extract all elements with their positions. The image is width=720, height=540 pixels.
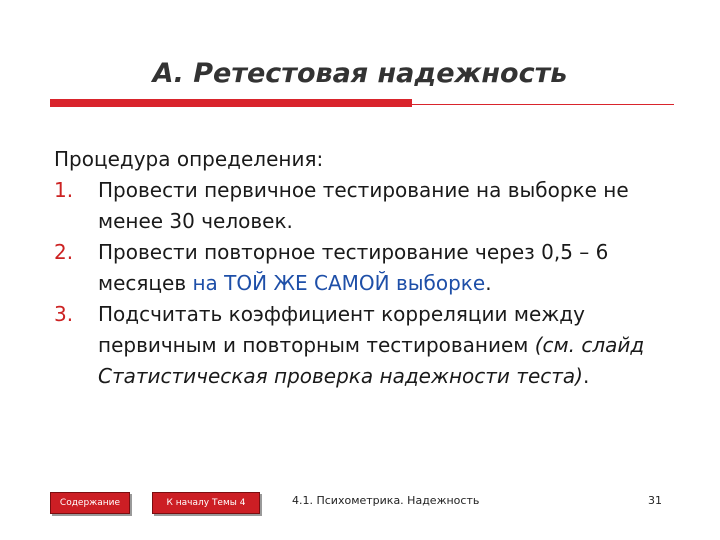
title-red-bar <box>50 99 412 107</box>
list-item <box>54 237 694 299</box>
slide-body <box>54 144 694 392</box>
topic-start-button[interactable]: К началу Темы 4 <box>152 492 260 514</box>
list-item-text: Провести повторное тестирование через 0,5 – 6 месяцев <box>98 240 609 295</box>
title-underline <box>50 104 674 105</box>
procedure-intro: Процедура определения: <box>54 147 324 171</box>
list-item-text: Провести первичное тестирование на выборке не менее 30 человек. <box>98 178 629 233</box>
list-item-text: Подсчитать коэффициент корреляции между первичным и повторным тестированием <box>98 302 585 357</box>
list-item <box>54 175 694 237</box>
page-number: 31 <box>648 494 662 507</box>
list-item-punctuation: . <box>485 271 492 295</box>
contents-button[interactable]: Содержание <box>50 492 130 514</box>
slide-title: А. Ретестовая надежность <box>152 58 568 89</box>
list-number: 3. <box>54 302 74 326</box>
highlighted-phrase: на ТОЙ ЖЕ САМОЙ выборке <box>192 271 486 295</box>
list-item-punctuation: . <box>582 364 590 388</box>
footer-caption: 4.1. Психометрика. Надежность <box>292 494 480 507</box>
list-item <box>54 299 694 392</box>
list-number: 1. <box>54 178 74 202</box>
slide-reference: (см. слайд Статистическая проверка надежности теста) <box>98 333 645 388</box>
list-number: 2. <box>54 240 74 264</box>
